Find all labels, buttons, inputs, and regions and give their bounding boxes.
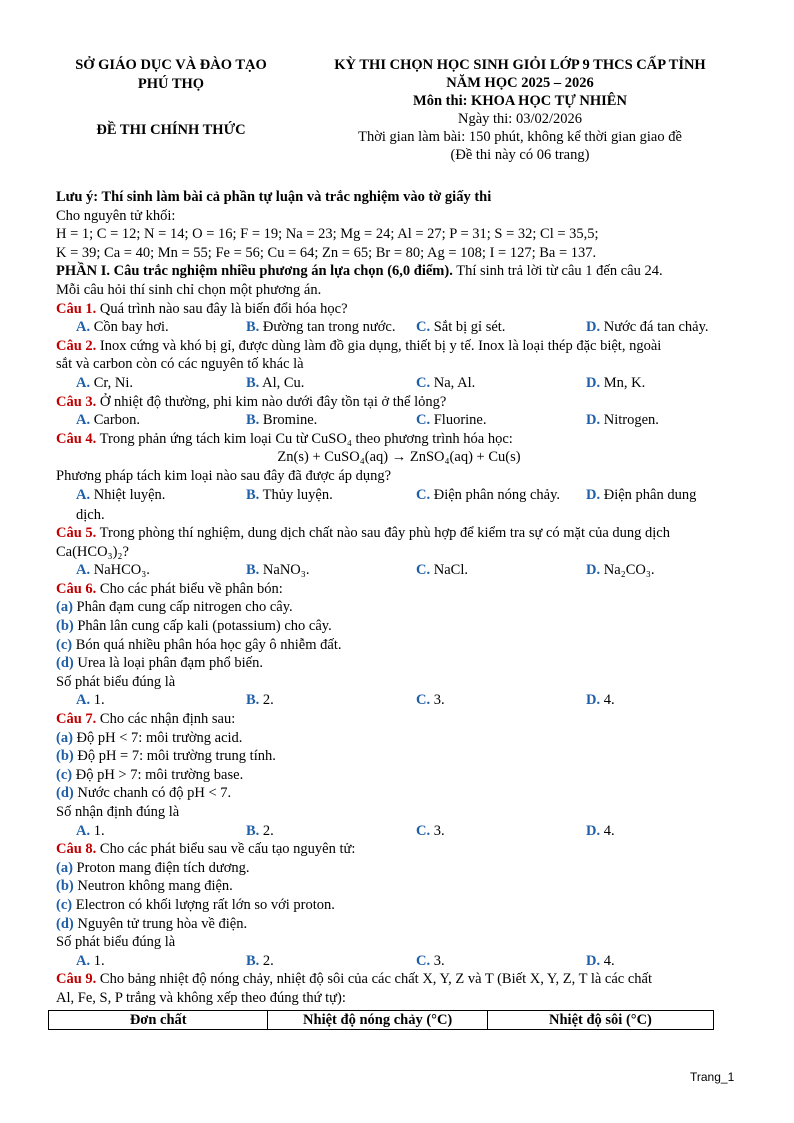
question-text: Trong phản ứng tách kim loại Cu từ CuSO₄ theo phương trình hóa học: <box>96 430 513 447</box>
question-label: Câu 3. <box>56 393 97 410</box>
option-a: A. 1. <box>76 952 105 969</box>
header-left <box>56 56 286 140</box>
option-a: A. 1. <box>76 692 105 709</box>
question-6 <box>56 580 742 599</box>
question-8 <box>56 840 742 859</box>
note: Lưu ý: Thí sinh làm bài cả phần tự luận và trắc nghiệm vào tờ giấy thi <box>56 189 492 205</box>
option-c: C. Điện phân nóng chảy. <box>416 486 561 503</box>
question-label: Câu 7. <box>56 711 97 728</box>
school-year: NĂM HỌC 2025 – 2026 <box>446 75 594 91</box>
table-header-row <box>49 1010 714 1030</box>
option-d: D. 4. <box>586 822 615 839</box>
part1-title: PHẦN I. Câu trắc nghiệm nhiều phương án lựa chọn (6,0 điểm). <box>56 263 453 280</box>
page-count: (Đề thi này có 06 trang) <box>450 147 590 163</box>
part1-instruction: Thí sinh trả lời từ câu 1 đến câu 24. <box>452 263 663 280</box>
question-text-cont: Al, Fe, S, P trắng và không xếp theo đúng thứ tự): <box>56 989 346 1006</box>
question-7 <box>56 710 742 729</box>
option-c: C. 3. <box>416 952 445 969</box>
statement-c: (c) Độ pH > 7: môi trường base. <box>56 766 244 783</box>
table-header: Nhiệt độ sôi (°C) <box>487 1010 713 1030</box>
option-c: C. Sắt bị gỉ sét. <box>416 319 506 336</box>
option-d-wrap: dịch. <box>76 506 105 523</box>
atomic-masses-1: H = 1; C = 12; N = 14; O = 16; F = 19; Na = 23; Mg = 24; Al = 27; P = 31; S = 32; Cl = 35,5; <box>56 226 599 243</box>
option-a: A. NaHCO₃. <box>76 562 150 579</box>
options-row <box>56 691 742 710</box>
question-9 <box>56 970 742 989</box>
question-text: Cho các nhận định sau: <box>96 711 236 728</box>
option-b: B. Thủy luyện. <box>246 486 333 503</box>
department-name: SỞ GIÁO DỤC VÀ ĐÀO TẠO <box>75 57 267 73</box>
option-c: C. 3. <box>416 692 445 709</box>
exam-title: KỲ THI CHỌN HỌC SINH GIỎI LỚP 9 THCS CẤP TỈNH <box>334 57 706 73</box>
question-3 <box>56 393 742 412</box>
part1-heading <box>56 262 742 281</box>
question-label: Câu 4. <box>56 430 97 447</box>
option-b: B. NaNO₃. <box>246 562 310 579</box>
options-row <box>56 411 742 430</box>
option-c: C. 3. <box>416 822 445 839</box>
question-text: Inox cứng và khó bị gỉ, được dùng làm đồ gia dụng, thiết bị y tế. Inox là loại thép đặc biệt, ngoài <box>96 337 662 354</box>
option-a: A. Nhiệt luyện. <box>76 486 166 503</box>
statement-d: (d) Nguyên tử trung hòa về điện. <box>56 915 248 932</box>
atomic-intro: Cho nguyên tử khối: <box>56 207 176 224</box>
statement-b: (b) Phân lân cung cấp kali (potassium) cho cây. <box>56 618 332 635</box>
option-b: B. 2. <box>246 952 274 969</box>
option-d: D. Nước đá tan chảy. <box>586 319 709 336</box>
atomic-masses-2: K = 39; Ca = 40; Mn = 55; Fe = 56; Cu = 64; Zn = 65; Br = 80; Ag = 108; I = 127; Ba = 137. <box>56 244 597 261</box>
option-c: C. Fluorine. <box>416 412 487 429</box>
statement-a: (a) Độ pH < 7: môi trường acid. <box>56 729 243 746</box>
count-prompt: Số phát biểu đúng là <box>56 934 176 951</box>
statement-b: (b) Neutron không mang điện. <box>56 878 233 895</box>
statement-b: (b) Độ pH = 7: môi trường trung tính. <box>56 748 276 765</box>
question-text: Cho bảng nhiệt độ nóng chảy, nhiệt độ sôi của các chất X, Y, Z và T (Biết X, Y, Z, T là các chất <box>96 971 652 988</box>
option-c: C. NaCl. <box>416 562 468 579</box>
chemical-equation: Zn(s) + CuSO₄(aq) → ZnSO₄(aq) + Cu(s) <box>277 449 521 466</box>
option-a: A. Cồn bay hơi. <box>76 319 169 336</box>
question-2 <box>56 337 742 356</box>
options-row <box>56 952 742 971</box>
statement-d: (d) Urea là loại phân đạm phổ biến. <box>56 655 263 672</box>
question-4 <box>56 430 742 449</box>
question-text: Trong phòng thí nghiệm, dung dịch chất nào sau đây phù hợp để kiểm tra sự có mặt của dung dịch <box>96 525 670 542</box>
question-text: Quá trình nào sau đây là biến đổi hóa học? <box>96 300 348 317</box>
question-text: Cho các phát biểu sau về cấu tạo nguyên tử: <box>96 841 356 858</box>
question-text-cont: sắt và carbon còn có các nguyên tố khác là <box>56 356 304 373</box>
option-b: B. Bromine. <box>246 412 318 429</box>
statement-c: (c) Electron có khối lượng rất lớn so với proton. <box>56 896 335 913</box>
option-d: D. 4. <box>586 952 615 969</box>
question-text: Cho các phát biểu về phân bón: <box>96 580 283 597</box>
table-header: Đơn chất <box>49 1010 268 1030</box>
exam-date: Ngày thi: 03/02/2026 <box>457 111 583 127</box>
table-header: Nhiệt độ nóng chảy (°C) <box>268 1010 487 1030</box>
options-row <box>56 374 742 393</box>
options-row <box>56 561 742 580</box>
exam-duration: Thời gian làm bài: 150 phút, không kể thời gian giao đề <box>358 129 682 145</box>
statement-c: (c) Bón quá nhiều phân hóa học gây ô nhiễm đất. <box>56 636 342 653</box>
option-d: D. Mn, K. <box>586 374 646 391</box>
exam-content <box>56 188 742 1030</box>
question-1 <box>56 300 742 319</box>
option-b: B. 2. <box>246 692 274 709</box>
statement-d: (d) Nước chanh có độ pH < 7. <box>56 785 232 802</box>
options-row <box>56 486 742 506</box>
option-d: D. Nitrogen. <box>586 412 659 429</box>
count-prompt: Số nhận định đúng là <box>56 804 180 820</box>
question-label: Câu 8. <box>56 841 97 858</box>
option-d: D. 4. <box>586 692 615 709</box>
official-exam-label: ĐỀ THI CHÍNH THỨC <box>96 122 246 138</box>
header-right <box>300 56 740 164</box>
option-a: A. 1. <box>76 822 105 839</box>
statement-a: (a) Phân đạm cung cấp nitrogen cho cây. <box>56 599 293 616</box>
question-label: Câu 6. <box>56 580 97 597</box>
options-row <box>56 318 742 337</box>
option-c: C. Na, Al. <box>416 374 476 391</box>
option-b: B. Al, Cu. <box>246 374 305 391</box>
subject: Môn thi: KHOA HỌC TỰ NHIÊN <box>413 93 627 109</box>
question-label: Câu 2. <box>56 337 97 354</box>
question-text-cont: Phương pháp tách kim loại nào sau đây đã được áp dụng? <box>56 467 392 484</box>
question-label: Câu 5. <box>56 525 97 542</box>
question-5 <box>56 524 742 543</box>
part1-instruction-2: Mỗi câu hỏi thí sinh chỉ chọn một phương án. <box>56 281 322 298</box>
page-number: Trang_1 <box>690 1070 735 1084</box>
option-d: D. Na₂CO₃. <box>586 562 655 579</box>
question-label: Câu 1. <box>56 300 97 317</box>
melting-boiling-table <box>48 1010 714 1031</box>
option-b: B. Đường tan trong nước. <box>246 319 396 336</box>
option-b: B. 2. <box>246 822 274 839</box>
question-label: Câu 9. <box>56 971 97 988</box>
option-a: A. Carbon. <box>76 412 141 429</box>
option-a: A. Cr, Ni. <box>76 374 134 391</box>
question-text-cont: Ca(HCO₃)₂? <box>56 543 129 560</box>
statement-a: (a) Proton mang điện tích dương. <box>56 859 250 876</box>
count-prompt: Số phát biểu đúng là <box>56 673 176 690</box>
option-d: D. Điện phân dung <box>586 486 697 503</box>
question-text: Ở nhiệt độ thường, phi kim nào dưới đây tồn tại ở thể lỏng? <box>96 393 447 410</box>
options-row <box>56 822 742 841</box>
province-name: PHÚ THỌ <box>137 76 205 92</box>
